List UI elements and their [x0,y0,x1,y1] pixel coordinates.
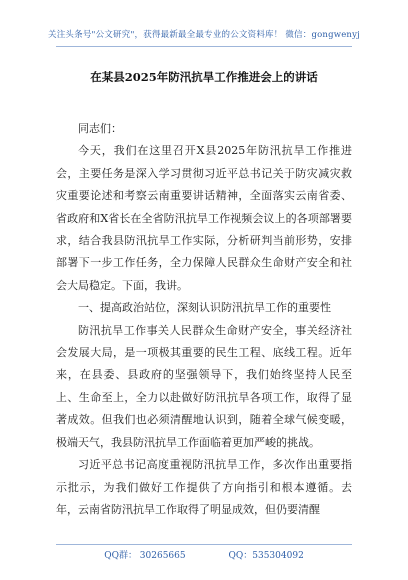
salutation: 同志们： [78,122,122,135]
header-divider [56,46,352,47]
document-body [56,118,352,521]
document-title: 在某县2025年防汛抗旱工作推进会上的讲话 [90,70,318,84]
paragraph-intro: 今天，我们在这里召开X县2025年防汛抗旱工作推进会，主要任务是深入学习贯彻习近平总书记关于防灾减灾救灾重要论述和考察云南重要讲话精神，全面落实云南省委、省政府和X省长在全省防汛抗旱工作视频会议上的各项部署要求，结合我县防汛抗旱工作实际，分析研判当前形势，安排部署下一步工作任务，全力保障人民群众生命财产安全和社会大局稳定。下面，我讲。 [56,144,352,292]
footer-qq: QQ：535304092 [228,551,304,561]
paragraph-instructions: 习近平总书记高度重视防汛抗旱工作，多次作出重要指示批示，为我们做好工作提供了方向指引和根本遵循。去年，云南省防汛抗旱工作取得了明显成效，但仍要清醒 [56,458,352,516]
footer-qq-group: QQ群： 30265665 [104,551,186,561]
section-heading-1: 一、提高政治站位，深刻认识防汛抗旱工作的重要性 [78,301,331,315]
footer-divider [56,544,352,545]
paragraph-significance: 防汛抗旱工作事关人民群众生命财产安全，事关经济社会发展大局，是一项极其重要的民生工程、底线工程。近年来，在县委、县政府的坚强领导下，我们始终坚持人民至上、生命至上，全力以赴做好防汛抗旱各项工作，取得了显著成效。但我们也必须清醒地认识到，随着全球气候变暖，极端天气，我县防汛抗旱工作面临着更加严峻的挑战。 [56,323,352,449]
footer [0,548,408,561]
header-note: 关注头条号"公文研究"，获得最新最全最专业的公文资料库！ 微信：gongwenyj [48,30,360,40]
